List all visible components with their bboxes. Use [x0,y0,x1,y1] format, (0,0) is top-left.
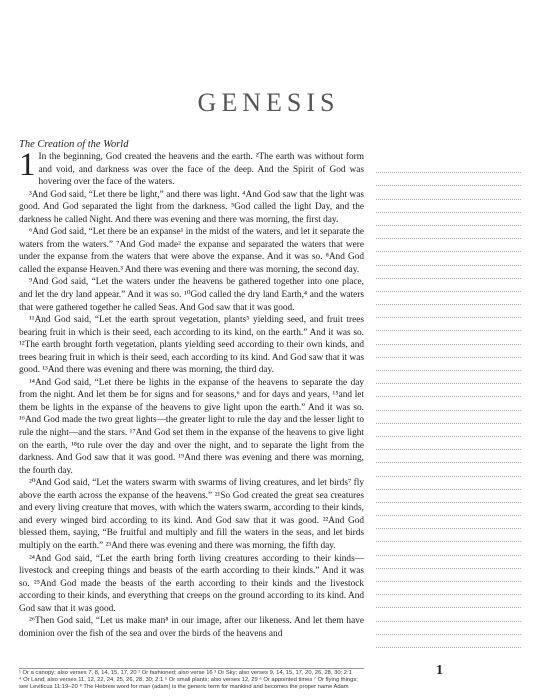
book-title: GENESIS [197,88,340,117]
journal-rule-line [376,186,521,199]
journal-rule-line [376,173,521,186]
journal-rule-line [376,305,521,318]
journal-rule-line [376,411,521,424]
page-number: 1 [436,663,443,678]
journal-rule-line [376,622,521,635]
paragraph: ⁹And God said, “Let the waters under the heavens be gathered together into one place, and let the dry land appear.” And it was so. ¹⁰God called the dry land Earth,⁴ and the waters that were gathered together he called Seas. And God saw that it was good. [19,277,364,313]
journal-rule-line [376,384,521,397]
journal-rule-line [376,516,521,529]
journal-rule-line [376,437,521,450]
scripture-text [19,147,364,640]
paragraph: ²⁰And God said, “Let the waters swarm with swarms of living creatures, and let birds⁷ fly above the earth across the expanse of the heavens.” ²¹So God created the great sea creatures and every living creature that moves, with which the waters swarm, according to their kinds, and every winged bird according to its kind. And God saw that it was good. ²²And God blessed them, saying, “Be fruitful and multiply and fill the waters in the seas, and let birds multiply on the earth.” ²³And there was evening and there was morning, the fifth day. [19,478,364,551]
journal-rule-line [376,542,521,555]
paragraph: ³And God said, “Let there be light,” and there was light. ⁴And God saw that the light was good. And God separated the light from the darkness. ⁵God called the light Day, and the darkness he called Night. And there was evening and there was morning, the first day. [19,189,364,225]
journal-rule-line [376,358,521,371]
journal-rule-line [376,490,521,503]
journal-rule-line [376,608,521,621]
footnote-line: see Leviticus 11:19–20 ⁸ The Hebrew word for man (adam) is the generic term for mankind and becomes the proper name Adam [19,684,349,691]
footnote-line: ⁴ Or Land; also verses 11, 12, 22, 24, 25, 26, 28, 30; 2:1 ⁵ Or small plants; also verses 12, 29 ⁶ Or appointed times ⁷ Or flying things; [19,677,358,684]
journal-rule-line [376,424,521,437]
journal-rule-line [376,213,521,226]
chapter-number: 1 [19,147,36,183]
journal-rule-line [376,503,521,516]
journal-rule-line [376,529,521,542]
journal-rule-line [376,569,521,582]
journal-rule-line [376,318,521,331]
journal-rule-line [376,226,521,239]
paragraph: ⁶And God said, “Let there be an expanse¹ in the midst of the waters, and let it separate the waters from the waters.” ⁷And God made² the expanse and separated the waters that were under the expanse from the waters that were above the expanse. And it was so. ⁸And God called the expanse Heaven.³ And there was evening and there was morning, the second day. [19,227,364,275]
journal-rule-line [376,252,521,265]
journal-rule-line [376,397,521,410]
journal-rule-line [376,371,521,384]
journal-rule-line [376,595,521,608]
journal-rule-line [376,331,521,344]
journal-rule-line [376,556,521,569]
footnote-line: ¹ Or a canopy; also verses 7, 8, 14, 15, 17, 20 ² Or fashioned; also verse 16 ³ Or Sky; also verses 9, 14, 15, 17, 20, 26, 28, 30; 2:1 [19,670,352,676]
journal-rule-line [376,239,521,252]
paragraph: ¹⁴And God said, “Let there be lights in the expanse of the heavens to separate the day from the night. And let them be for signs and for seasons,⁶ and for days and years, ¹⁵and let them be lights in the expanse of the heavens to give light upon the earth.” And it was so. ¹⁶And God made the two great lights—the greater light to rule the day and the lesser light to rule the night—and the stars. ¹⁷And God set them in the expanse of the heavens to give light on the earth, ¹⁸to rule over the day and over the night, and to separate the light from the darkness. And God saw that it was good. ¹⁹And there was evening and there was morning, the fourth day. [19,377,364,476]
journal-rule-line [376,266,521,279]
paragraph: ¹¹And God said, “Let the earth sprout vegetation, plants⁵ yielding seed, and fruit trees bearing fruit in which is their seed, each according to its kind, on the earth.” And it was so. ¹²The earth brought forth vegetation, plants yielding seed according to their own kinds, and trees bearing fruit in which is their seed, each according to its kind. And God saw that it was good. ¹³And there was evening and there was morning, the third day. [19,315,364,376]
journaling-lines [376,160,521,648]
journal-rule-line [376,463,521,476]
journal-rule-line [376,292,521,305]
journal-rule-line [376,477,521,490]
footnotes [19,668,364,692]
journal-rule-line [376,635,521,648]
journal-rule-line [376,450,521,463]
journal-rule-line [376,160,521,173]
paragraph: ²⁶Then God said, “Let us make man⁸ in our image, after our likeness. And let them have dominion over the fish of the sea and over the birds of the heavens and [19,616,364,639]
journal-rule-line [376,279,521,292]
paragraph: 1 In the beginning, God created the heavens and the earth. ²The earth was without form and void, and darkness was over the face of the deep. And the Spirit of God was hovering over the face of the waters. [19,147,364,188]
journal-rule-line [376,345,521,358]
paragraph: ²⁴And God said, “Let the earth bring forth living creatures according to their kinds—livestock and creeping things and beasts of the earth according to their kinds.” And it was so. ²⁵And God made the beasts of the earth according to their kinds and the livestock according to their kinds, and everything that creeps on the ground according to its kind. And God saw that it was good. [19,553,364,614]
journal-rule-line [376,582,521,595]
journal-rule-line [376,200,521,213]
section-heading: The Creation of the World [19,139,129,150]
